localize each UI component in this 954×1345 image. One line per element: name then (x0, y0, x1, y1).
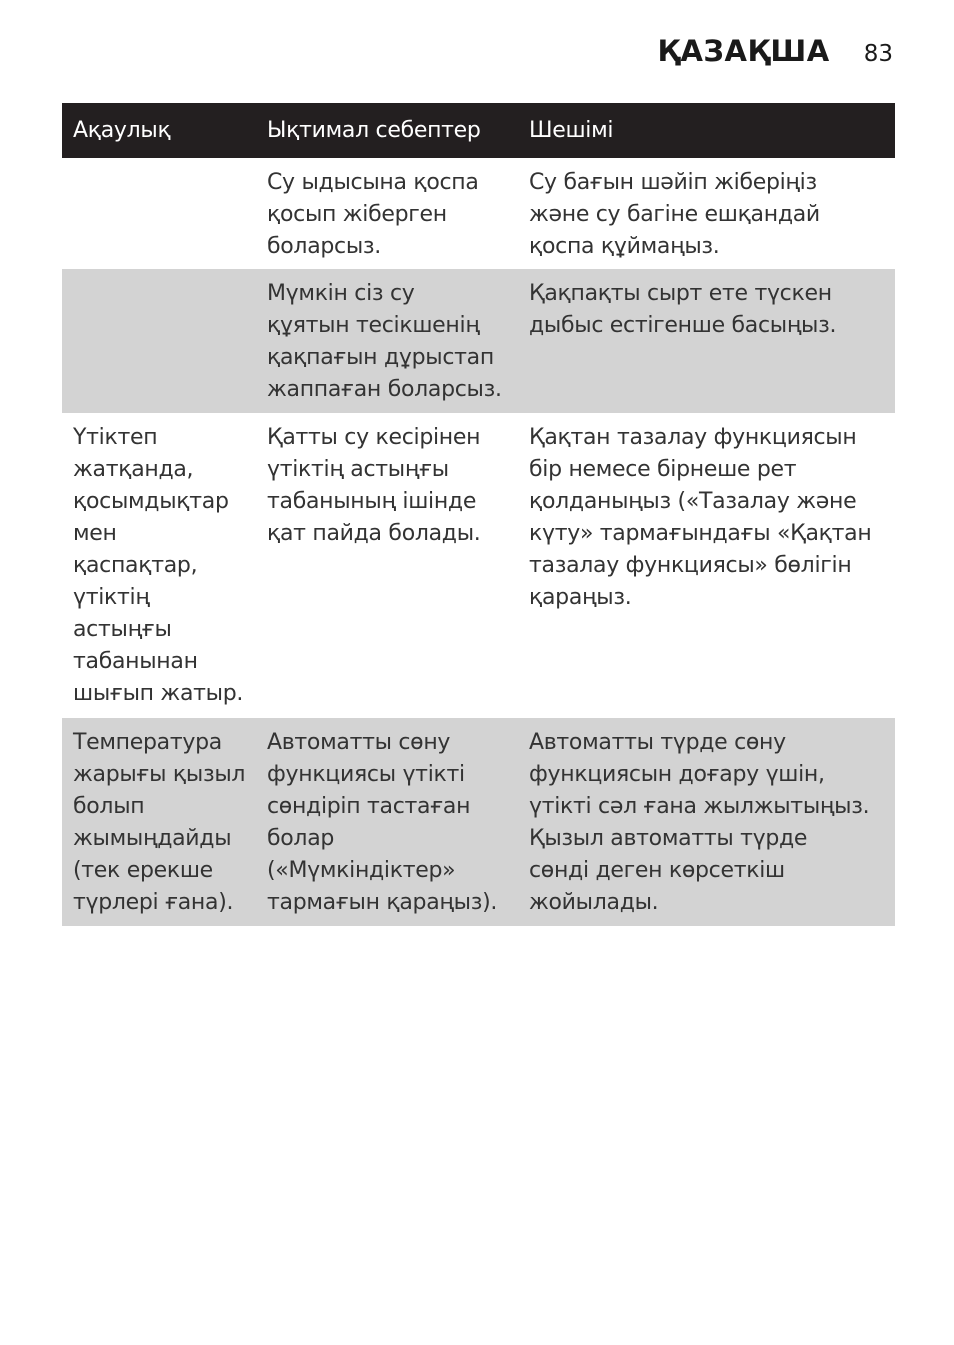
cause-cell: Автоматты сөну функциясы үтікті сөндіріп тастаған болар («Мүмкіндіктер» тармағын қараңыз). (267, 730, 498, 915)
column-header-cause: Ықтимал себептер (267, 117, 481, 143)
problem-cell: Температура жарығы қызыл болып жымыңдайды (тек ерекше түрлері ғана). (73, 730, 246, 915)
problem-cell (62, 269, 257, 413)
table-row (62, 718, 895, 926)
troubleshooting-table (62, 103, 895, 926)
solution-cell: Автоматты түрде сөну функциясын доғару үшін, үтікті сәл ғана жылжытыңыз. Қызыл автоматты түрде сөнді деген көрсеткіш жойылады. (529, 730, 870, 915)
problem-cell: Үтіктеп жатқанда, қосымдықтар мен қаспақтар, үтіктің астыңғы табанынан шығып жатыр. (73, 425, 244, 706)
table-row (62, 269, 895, 413)
page-number: 83 (863, 41, 893, 67)
table-row (62, 158, 895, 269)
table-row (62, 413, 895, 718)
cause-cell: Су ыдысына қоспа қосып жіберген боларсыз. (267, 170, 479, 259)
solution-cell: Су бағын шәйіп жіберіңіз және су багіне ешқандай қоспа құймаңыз. (529, 170, 820, 259)
solution-cell: Қақтан тазалау функциясын бір немесе бірнеше рет қолданыңыз («Тазалау және күту» тармағындағы «Қақтан тазалау функциясы» бөлігін қараңыз. (529, 425, 872, 610)
problem-cell (62, 158, 257, 269)
table-header-row (62, 103, 895, 158)
solution-cell: Қақпақты сырт ете түскен дыбыс естігенше басыңыз. (529, 281, 837, 338)
column-header-solution: Шешімі (529, 117, 614, 143)
cause-cell: Қатты су кесірінен үтіктің астыңғы табанының ішінде қат пайда болады. (267, 425, 481, 546)
language-title: ҚАЗАҚША (657, 34, 830, 68)
column-header-problem: Ақаулық (73, 117, 171, 143)
cause-cell: Мүмкін сіз су құятын тесікшенің қақпағын дұрыстап жаппаған боларсыз. (267, 281, 502, 402)
page-header (658, 34, 894, 68)
